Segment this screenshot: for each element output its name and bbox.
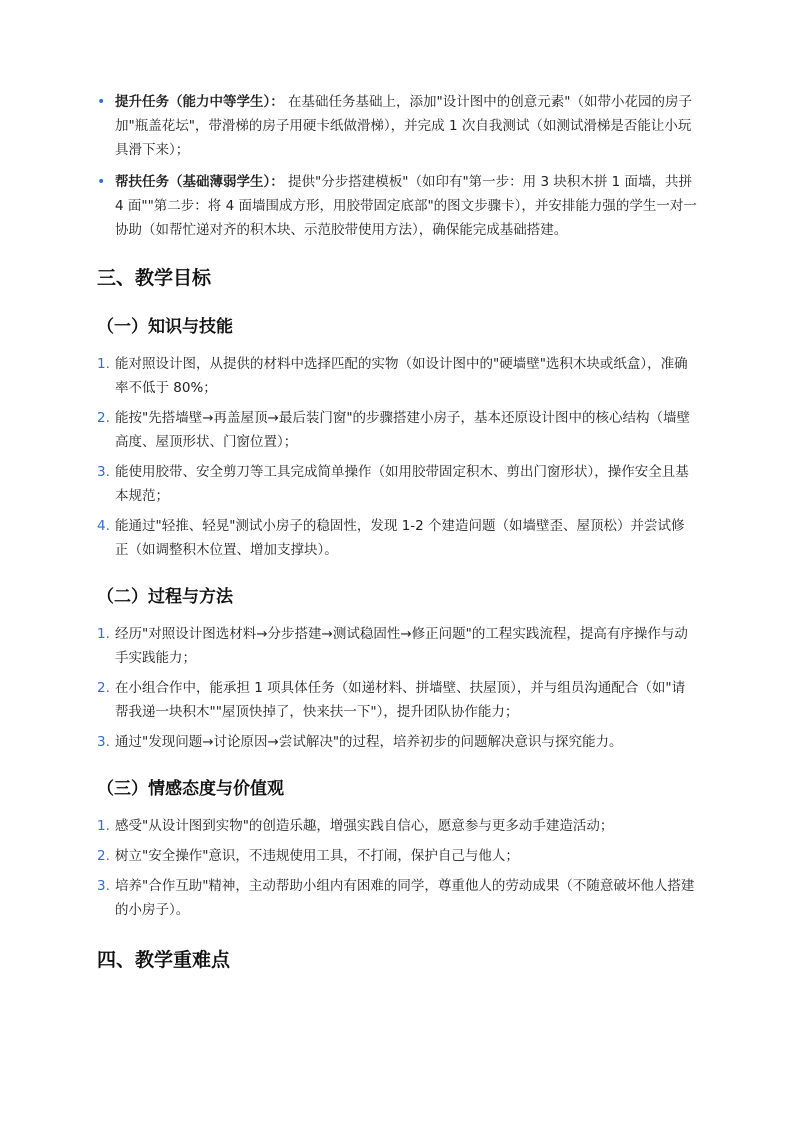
list-number: 1. xyxy=(97,626,110,642)
list-number: 1. xyxy=(97,818,110,834)
bullet-heading: 提升任务（能力中等学生）： xyxy=(115,94,284,110)
section-heading-teaching-goals: 三、教学目标 xyxy=(97,267,212,289)
tiered-task-list xyxy=(97,90,697,242)
section-heading-key-difficult-points: 四、教学重难点 xyxy=(97,949,231,971)
attitudes-values-list xyxy=(97,814,697,922)
list-text: 感受"从设计图到实物"的创造乐趣，增强实践自信心，愿意参与更多动手建造活动； xyxy=(115,818,614,834)
list-item xyxy=(97,406,697,454)
bullet-icon: • xyxy=(97,94,106,110)
list-text: 在小组合作中，能承担 1 项具体任务（如递材料、拼墙壁、扶屋顶），并与组员沟通配合（如"请帮我递一块积木""屋顶快掉了，快来扶一下"），提升团队协作能力； xyxy=(115,680,686,720)
list-number: 2. xyxy=(97,848,110,864)
process-methods-list xyxy=(97,622,697,754)
list-item xyxy=(97,170,697,242)
list-text: 培养"合作互助"精神，主动帮助小组内有困难的同学，尊重他人的劳动成果（不随意破坏他人搭建的小房子）。 xyxy=(115,878,695,918)
list-number: 2. xyxy=(97,680,110,696)
list-item xyxy=(97,730,697,754)
bullet-text: 在基础任务基础上，添加"设计图中的创意元素"（如带小花园的房子加"瓶盖花坛"，带滑梯的房子用硬卡纸做滑梯），并完成 1 次自我测试（如测试滑梯是否能让小玩具滑下来）； xyxy=(115,94,692,158)
list-number: 1. xyxy=(97,356,110,372)
list-number: 3. xyxy=(97,734,110,750)
list-item xyxy=(97,514,697,562)
list-item xyxy=(97,844,697,868)
list-item xyxy=(97,352,697,400)
list-item xyxy=(97,814,697,838)
list-text: 能使用胶带、安全剪刀等工具完成简单操作（如用胶带固定积木、剪出门窗形状），操作安全且基本规范； xyxy=(115,464,689,504)
subsection-heading-attitudes-values: （三）情感态度与价值观 xyxy=(97,779,284,799)
list-number: 2. xyxy=(97,410,110,426)
list-number: 4. xyxy=(97,518,110,534)
list-text: 能按"先搭墙壁→再盖屋顶→最后装门窗"的步骤搭建小房子，基本还原设计图中的核心结构（墙壁高度、屋顶形状、门窗位置）； xyxy=(115,410,691,450)
list-item xyxy=(97,676,697,724)
list-item xyxy=(97,90,697,162)
bullet-text: 提供"分步搭建模板"（如印有"第一步：用 3 块积木拼 1 面墙，共拼 4 面""第二步：将 4 面墙围成方形，用胶带固定底部"的图文步骤卡），并安排能力强的学生一对一协助（如帮忙递对齐的积木块、示范胶带使用方法），确保能完成基础搭建。 xyxy=(115,174,697,238)
list-number: 3. xyxy=(97,464,110,480)
bullet-heading: 帮扶任务（基础薄弱学生）： xyxy=(115,174,284,190)
knowledge-skills-list xyxy=(97,352,697,562)
list-item xyxy=(97,460,697,508)
list-text: 经历"对照设计图选材料→分步搭建→测试稳固性→修正问题"的工程实践流程，提高有序操作与动手实践能力； xyxy=(115,626,688,666)
subsection-heading-process-methods: （二）过程与方法 xyxy=(97,587,233,607)
bullet-icon: • xyxy=(97,174,106,190)
list-text: 能通过"轻推、轻晃"测试小房子的稳固性，发现 1-2 个建造问题（如墙壁歪、屋顶松）并尝试修正（如调整积木位置、增加支撑块）。 xyxy=(115,518,685,558)
document-content xyxy=(97,90,697,974)
list-text: 树立"安全操作"意识，不违规使用工具，不打闹，保护自己与他人； xyxy=(115,848,519,864)
list-text: 通过"发现问题→讨论原因→尝试解决"的过程，培养初步的问题解决意识与探究能力。 xyxy=(115,734,623,750)
subsection-heading-knowledge-skills: （一）知识与技能 xyxy=(97,317,233,337)
list-text: 能对照设计图，从提供的材料中选择匹配的实物（如设计图中的"硬墙壁"选积木块或纸盒），准确率不低于 80%； xyxy=(115,356,688,396)
list-number: 3. xyxy=(97,878,110,894)
list-item xyxy=(97,622,697,670)
list-item xyxy=(97,874,697,922)
